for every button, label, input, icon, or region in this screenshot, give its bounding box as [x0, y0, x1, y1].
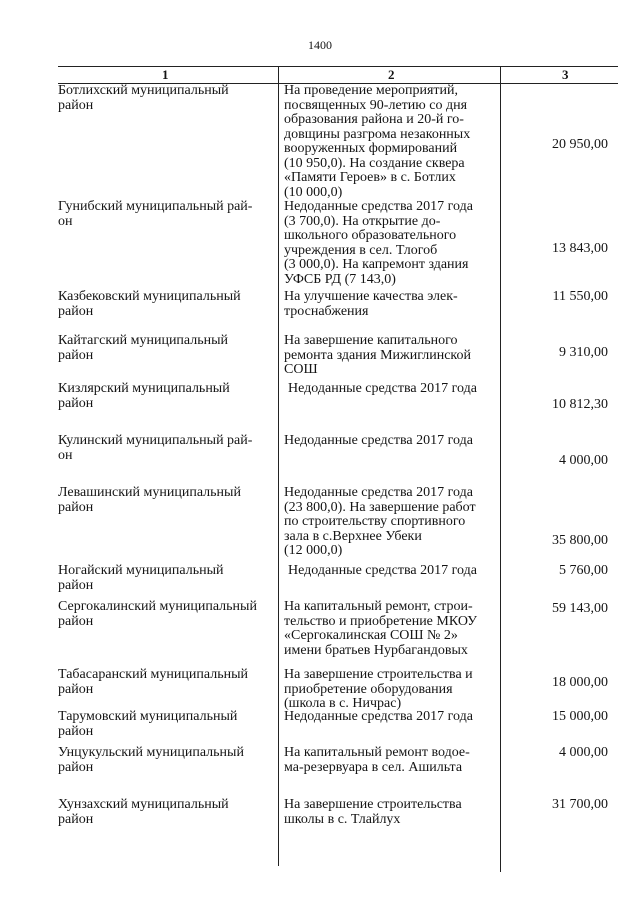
district-name	[58, 668, 278, 697]
purpose-line: На капитальный ремонт, строи-	[284, 599, 473, 614]
purpose-line: На завершение строительства	[284, 797, 462, 812]
district-line: Хунзахский муниципальный	[58, 797, 229, 812]
district-name	[58, 200, 278, 229]
purpose-line: учреждения в сел. Тлогоб	[284, 242, 438, 258]
purpose-line: школы в с. Тлайлух	[284, 811, 401, 827]
column-header-1: 1	[162, 67, 169, 82]
district-line: он	[58, 213, 73, 229]
amount-value: 15 000,00	[552, 709, 608, 724]
amount-value: 35 800,00	[552, 533, 608, 548]
purpose-line: Недоданные средства 2017 года	[284, 709, 473, 724]
district-name	[58, 334, 278, 363]
purpose-line: СОШ	[284, 362, 318, 377]
purpose-text	[284, 290, 499, 319]
district-line: Казбековский муниципальный	[58, 289, 241, 304]
purpose-text	[284, 746, 499, 775]
district-line: район	[58, 613, 94, 629]
purpose-line: Недоданные средства 2017 года	[288, 563, 477, 578]
purpose-line: На улучшение качества элек-	[284, 289, 458, 304]
district-line: Гунибский муниципальный рай-	[58, 199, 253, 214]
district-name	[58, 382, 278, 411]
district-name	[58, 486, 278, 515]
purpose-line: На капитальный ремонт водое-	[284, 745, 470, 760]
amount-value: 11 550,00	[552, 289, 608, 304]
district-name	[58, 600, 278, 629]
amount-value: 20 950,00	[552, 137, 608, 152]
allocation-table	[58, 66, 618, 827]
district-line: Левашинский муниципальный	[58, 485, 241, 500]
district-line: Кулинский муниципальный рай-	[58, 433, 253, 448]
column-divider	[278, 66, 279, 866]
district-name	[58, 710, 278, 739]
purpose-line: троснабжения	[284, 303, 369, 319]
district-line: Унцукульский муниципальный	[58, 745, 244, 760]
purpose-line: школьного образовательного	[284, 228, 457, 243]
purpose-text	[284, 486, 499, 559]
district-line: он	[58, 447, 73, 463]
district-line: район	[58, 577, 94, 593]
purpose-line: довщины разгрома незаконных	[284, 126, 471, 142]
district-name	[58, 434, 278, 463]
district-name	[58, 746, 278, 775]
purpose-text	[284, 382, 503, 397]
district-name	[58, 564, 278, 593]
district-line: район	[58, 347, 94, 363]
purpose-text	[284, 564, 503, 579]
purpose-line: приобретение оборудования	[284, 681, 453, 697]
column-header-3: 3	[562, 67, 569, 82]
amount-value: 31 700,00	[552, 797, 608, 812]
amount-value: 5 760,00	[559, 563, 608, 578]
purpose-line: (3 700,0). На открытие до-	[284, 213, 441, 229]
district-line: район	[58, 723, 94, 739]
purpose-line: Недоданные средства 2017 года	[284, 433, 473, 448]
district-line: Табасаранский муниципальный	[58, 667, 248, 682]
purpose-text	[284, 334, 499, 378]
purpose-line: На проведение мероприятий,	[284, 83, 459, 98]
amount-value: 18 000,00	[552, 675, 608, 690]
purpose-line: ма-резервуара в сел. Ашильта	[284, 759, 463, 775]
district-line: район	[58, 303, 94, 319]
purpose-line: (12 000,0)	[284, 543, 343, 558]
amount-value: 13 843,00	[552, 241, 608, 256]
purpose-text	[284, 434, 499, 449]
purpose-line: вооруженных формирований	[284, 141, 458, 156]
purpose-line: (3 000,0). На капремонт здания	[284, 257, 469, 272]
column-divider	[500, 66, 501, 872]
purpose-line: (школа в с. Ничрас)	[284, 696, 402, 711]
purpose-line: (10 950,0). На создание сквера	[284, 155, 465, 171]
purpose-line: тельство и приобретение МКОУ	[284, 613, 478, 629]
purpose-line: На завершение капитального	[284, 333, 458, 348]
amount-value: 9 310,00	[559, 345, 608, 360]
amount-value: 59 143,00	[552, 601, 608, 616]
purpose-text	[284, 200, 499, 287]
district-line: Ботлихский муниципальный	[58, 83, 229, 98]
purpose-line: имени братьев Нурбагандовых	[284, 642, 468, 658]
purpose-line: «Сергокалинская СОШ № 2»	[284, 628, 458, 643]
purpose-line: Недоданные средства 2017 года	[284, 199, 473, 214]
district-line: Сергокалинский муниципальный	[58, 599, 257, 614]
table-header-row	[58, 66, 618, 84]
district-line: район	[58, 759, 94, 775]
purpose-line: УФСБ РД (7 143,0)	[284, 271, 396, 287]
district-line: район	[58, 811, 94, 827]
column-header-2: 2	[388, 67, 395, 82]
district-line: район	[58, 499, 94, 515]
page-number: 1400	[308, 38, 332, 52]
district-name	[58, 290, 278, 319]
purpose-line: образования района и 20-й го-	[284, 112, 464, 127]
amount-value: 10 812,30	[552, 397, 608, 412]
purpose-line: На завершение строительства и	[284, 667, 473, 682]
purpose-line: «Памяти Героев» в с. Ботлих	[284, 170, 456, 185]
district-line: Ногайский муниципальный	[58, 563, 224, 578]
purpose-line: (10 000,0)	[284, 184, 343, 200]
district-line: район	[58, 395, 94, 411]
purpose-line: Недоданные средства 2017 года	[284, 485, 473, 500]
purpose-line: Недоданные средства 2017 года	[288, 381, 477, 396]
district-line: район	[58, 681, 94, 697]
purpose-text	[284, 668, 499, 712]
district-line: Кизлярский муниципальный	[58, 381, 230, 396]
amount-value: 4 000,00	[559, 453, 608, 468]
purpose-line: зала в с.Верхнее Убеки	[284, 528, 422, 544]
purpose-line: посвященных 90-летию со дня	[284, 97, 468, 113]
district-name	[58, 798, 278, 827]
amount-value: 4 000,00	[559, 745, 608, 760]
purpose-line: (23 800,0). На завершение работ	[284, 499, 476, 515]
purpose-line: ремонта здания Мижиглинской	[284, 347, 472, 363]
purpose-text	[284, 798, 499, 827]
district-name	[58, 84, 278, 113]
purpose-text	[284, 600, 499, 658]
purpose-line: по строительству спортивного	[284, 514, 466, 529]
purpose-text	[284, 710, 499, 725]
district-line: Кайтагский муниципальный	[58, 333, 229, 348]
purpose-text	[284, 84, 499, 200]
district-line: район	[58, 97, 94, 113]
district-line: Тарумовский муниципальный	[58, 709, 238, 724]
